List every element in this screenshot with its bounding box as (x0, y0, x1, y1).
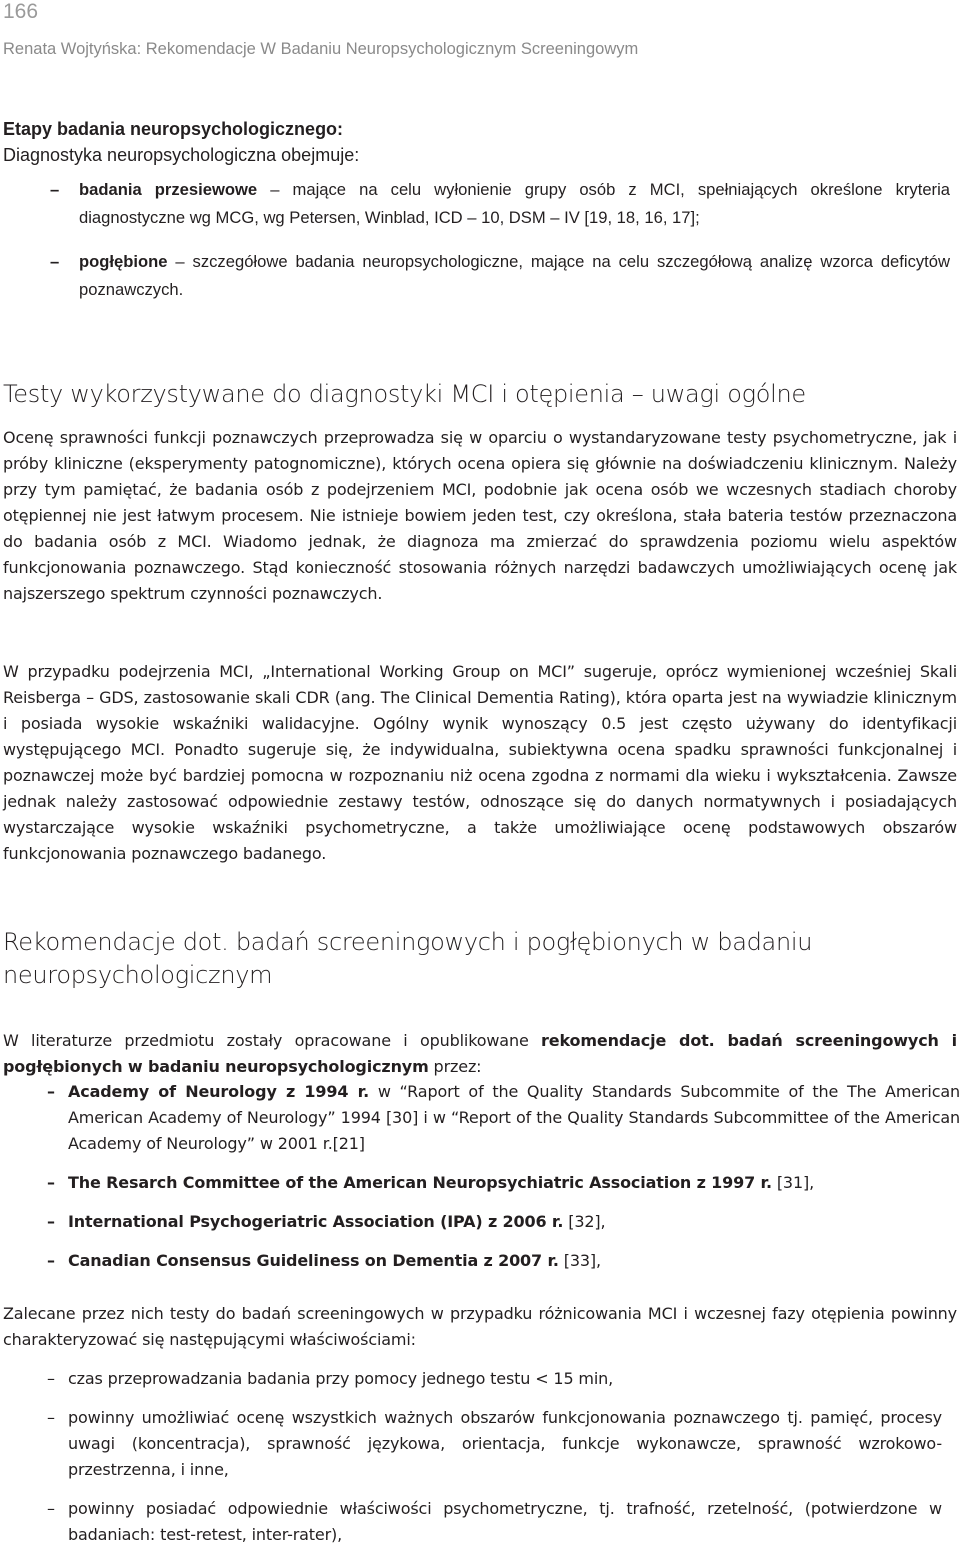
running-head: Renata Wojtyńska: Rekomendacje W Badaniu Neuropsychologicznym Screeningowym (3, 40, 639, 58)
ref-source: The Resarch Committee of the American Neuropsychiatric Association z 1997 r. (68, 1173, 772, 1192)
ref-text: [31], (771, 1173, 815, 1192)
dash-bullet (50, 176, 59, 204)
list-item (47, 1170, 960, 1196)
paragraph (3, 1028, 957, 1080)
dash-bullet (47, 1209, 55, 1235)
ref-text: w “Raport of the Quality Standards Subcommite of the The American American Academy of Neurology” 1994 [30] i w “Report of the Quality Standards Subcommittee of the American Academy of Neurology” w 2001 r.[21] (68, 1082, 960, 1153)
stages-block (3, 116, 359, 168)
paragraph: Ocenę sprawności funkcji poznawczych przeprowadza się w oparciu o wystandaryzowane testy psychometryczne, jak i próby kliniczne (eksperymenty patognomiczne), których ocena opiera się głównie na doświadczeniu klinicznym. Należy przy tym pamiętać, że badania osób z podejrzeniem MCI, podobnie jak ocena osób we wczesnych stadiach choroby otępiennej nie jest łatwym procesem. Nie istnieje bowiem jeden test, czy określona, stała bateria testów przeznaczona do badania osób z MCI. Wiadomo jednak, że diagnoza ma zmierzać do sprawdzenia poziomu wielu aspektów funkcjonowania poznawczego. Stąd konieczność stosowania różnych narzędzi badawczych umożliwiających ocenę jak najszerszego spektrum czynności poznawczych. (3, 428, 957, 603)
dash-bullet (47, 1405, 55, 1431)
list-item (47, 1079, 960, 1157)
dash-bullet (47, 1496, 55, 1522)
stages-title: Etapy badania neuropsychologicznego: (3, 119, 344, 139)
list-item (47, 1248, 960, 1274)
ref-source: International Psychogeriatric Association (IPA) z 2006 r. (68, 1212, 564, 1231)
dash-bullet (50, 248, 59, 276)
paragraph: Zalecane przez nich testy do badań screeningowych w przypadku różnicowania MCI i wczesnej fazy otępienia powinny charakteryzować się następującymi właściwościami: (3, 1304, 957, 1349)
list-text: czas przeprowadzania badania przy pomocy jednego testu < 15 min, (68, 1369, 614, 1388)
page-number: 166 (3, 0, 39, 23)
ref-text: [33], (558, 1251, 601, 1270)
dash-bullet (47, 1079, 55, 1105)
intro-bold-text: rekomendacje dot. badań screeningowych i pogłębionych w badaniu neuropsychologicznym (3, 1031, 957, 1076)
recommendation-list (47, 1079, 960, 1287)
properties-list (47, 1366, 942, 1561)
dash-bullet (47, 1366, 55, 1392)
list-text: powinny umożliwiać ocenę wszystkich ważnych obszarów funkcjonowania poznawczego tj. pamięć, procesy uwagi (koncentracja), sprawność językowa, orientacja, funkcje wykonawcze, sprawność wzrokowo-przestrzenna, i inne, (68, 1408, 942, 1479)
list-text: powinny posiadać odpowiednie właściwości psychometryczne, tj. trafność, rzetelność, (potwierdzone w badaniach: test-retest, inter-rater), (68, 1499, 942, 1544)
dash-bullet (47, 1248, 55, 1274)
dash-bullet (47, 1170, 55, 1196)
intro-text: W literaturze przedmiotu zostały opracowane i opublikowane (3, 1031, 542, 1050)
stages-list (28, 176, 950, 320)
list-item (28, 176, 950, 232)
ref-source: Canadian Consensus Guideliness on Dementia z 2007 r. (68, 1251, 559, 1270)
list-item (47, 1405, 942, 1483)
list-item (47, 1209, 960, 1235)
list-item (47, 1366, 942, 1392)
intro-text: przez: (428, 1057, 482, 1076)
list-item (28, 248, 950, 304)
list-text: – mające na celu wyłonienie grupy osób z MCI, spełniających określone kryteria diagnostyczne wg MCG, wg Petersen, Winblad, ICD – 10, DSM – IV [19, 18, 16, 17]; (79, 180, 950, 227)
ref-text: [32], (563, 1212, 606, 1231)
list-term: pogłębione (79, 252, 168, 271)
list-text: – szczegółowe badania neuropsychologiczne, mające na celu szczegółową analizę wzorca deficytów poznawczych. (79, 252, 950, 299)
paragraph: W przypadku podejrzenia MCI, „International Working Group on MCI” sugeruje, oprócz wymienionej wcześniej Skali Reisberga – GDS, zastosowanie skali CDR (ang. The Clinical Dementia Rating), która oparta jest na wywiadzie klinicznym i posiada wysokie wskaźniki walidacyjne. Ogólny wynik wynoszący 0.5 jest często używany do identyfikacji występującego MCI. Ponadto sugeruje się, że indywidualna, subiektywna ocena spadku sprawności funkcjonalnej i poznawczej może być bardziej pomocna w rozpoznaniu niż ocena zgodna z normami dla wieku i wykształcenia. Zawsze jednak należy zastosować odpowiednie zestawy testów, odnoszące się do danych normatywnych i posiadających wystarczające wysokie wskaźniki psychometryczne, a także umożliwiające ocenę podstawowych obszarów funkcjonowania poznawczego badanego. (3, 662, 957, 863)
section-heading-recommendations: Rekomendacje dot. badań screeningowych i pogłębionych w badaniu neuropsychologicznym (3, 928, 813, 989)
section-heading-tests: Testy wykorzystywane do diagnostyki MCI i otępienia – uwagi ogólne (3, 380, 806, 408)
stages-intro: Diagnostyka neuropsychologiczna obejmuje: (3, 145, 360, 165)
ref-source: Academy of Neurology z 1994 r. (68, 1082, 370, 1101)
list-term: badania przesiewowe (79, 180, 258, 199)
list-item (47, 1496, 942, 1548)
